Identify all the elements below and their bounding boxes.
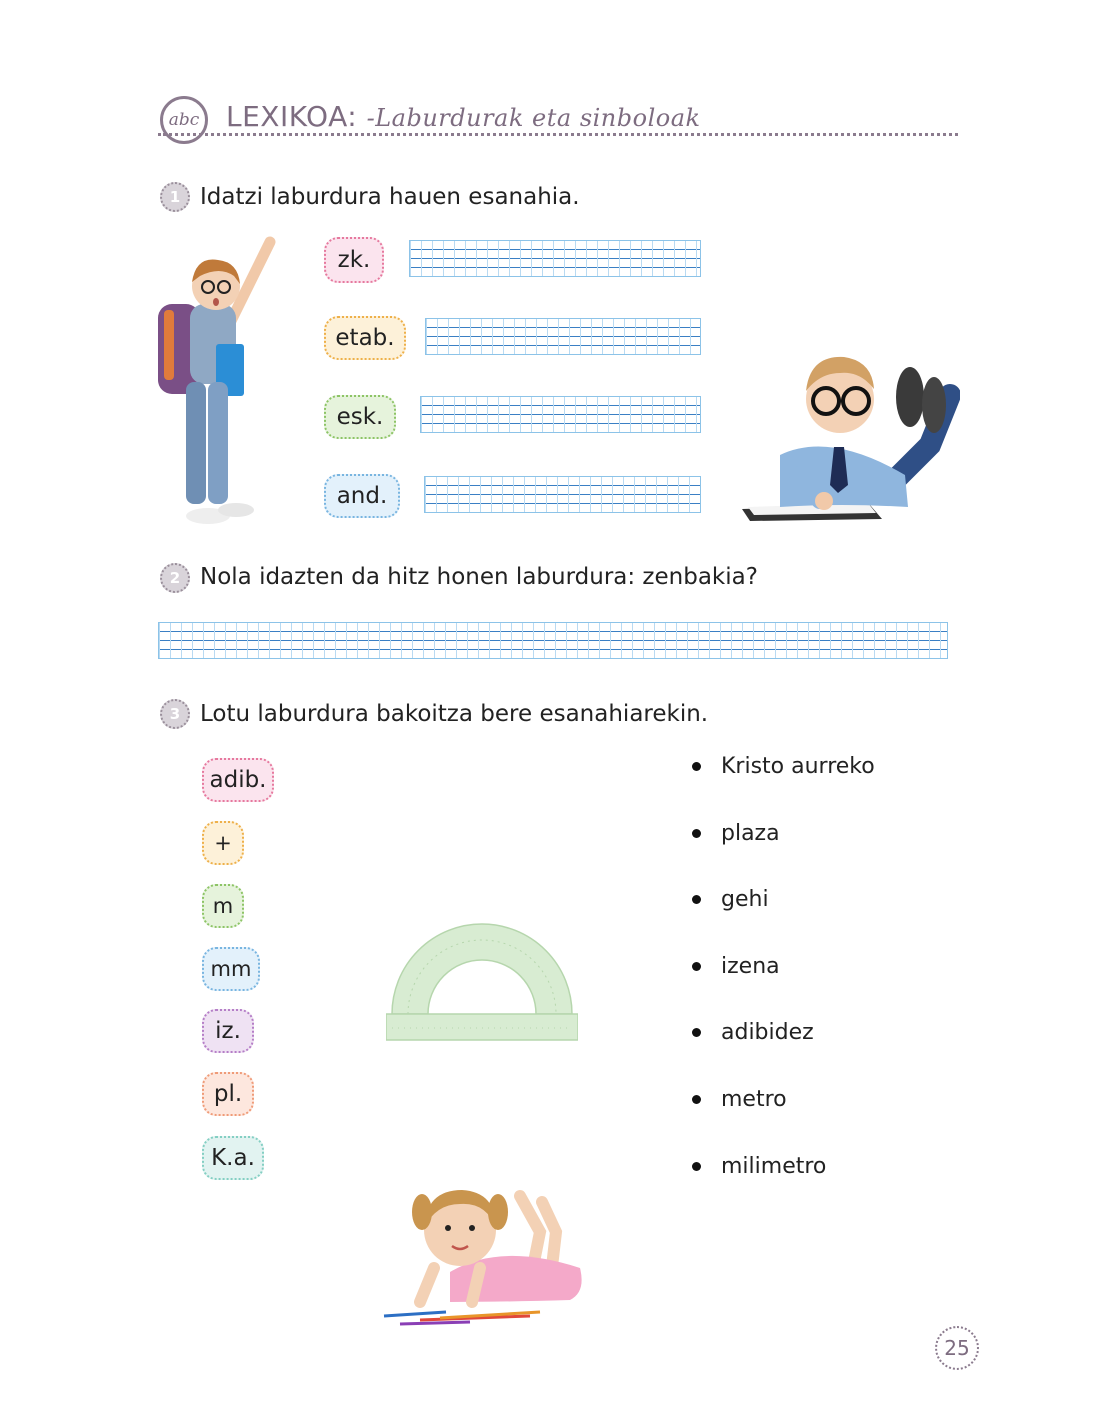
bullet-dot[interactable] xyxy=(692,895,701,904)
match-abbr-plus[interactable]: + xyxy=(202,821,244,865)
match-meaning-milimetro[interactable] xyxy=(692,1154,826,1179)
match-meaning-kristo-aurreko[interactable] xyxy=(692,754,875,779)
bullet-dot[interactable] xyxy=(692,962,701,971)
girl-lying-image xyxy=(380,1172,592,1327)
meaning-text: Kristo aurreko xyxy=(721,754,875,779)
exercise-2-number: 2 xyxy=(160,563,190,593)
section-title-main: LEXIKOA: xyxy=(226,100,358,133)
bullet-dot[interactable] xyxy=(692,762,701,771)
page-number: 25 xyxy=(935,1326,979,1370)
section-subtitle: -Laburdurak eta sinboloak xyxy=(366,104,701,132)
exercise-1-instruction: Idatzi laburdura hauen esanahia. xyxy=(200,184,580,210)
match-abbr-iz[interactable]: iz. xyxy=(202,1009,254,1053)
header-divider xyxy=(158,133,958,136)
match-meaning-izena[interactable] xyxy=(692,954,780,979)
abbr-chip-and: and. xyxy=(324,474,400,518)
bullet-dot[interactable] xyxy=(692,829,701,838)
match-meaning-adibidez[interactable] xyxy=(692,1020,814,1045)
meaning-text: gehi xyxy=(721,887,769,912)
exercise-2-instruction: Nola idazten da hitz honen laburdura: zenbakia? xyxy=(200,564,758,590)
match-abbr-ka[interactable]: K.a. xyxy=(202,1136,264,1180)
exercise-3-instruction: Lotu laburdura bakoitza bere esanahiarekin. xyxy=(200,701,709,727)
abbr-chip-etab: etab. xyxy=(324,316,406,360)
match-abbr-mm[interactable]: mm xyxy=(202,947,260,991)
answer-grid-etab[interactable] xyxy=(425,318,701,355)
match-meaning-plaza[interactable] xyxy=(692,821,780,846)
abc-badge-icon: abc xyxy=(160,96,208,144)
meaning-text: izena xyxy=(721,954,780,979)
exercise-1-number: 1 xyxy=(160,182,190,212)
bullet-dot[interactable] xyxy=(692,1162,701,1171)
exercise-3-number: 3 xyxy=(160,699,190,729)
answer-grid-zenbakia[interactable] xyxy=(158,622,948,659)
bullet-dot[interactable] xyxy=(692,1095,701,1104)
answer-grid-and[interactable] xyxy=(424,476,701,513)
match-abbr-m[interactable]: m xyxy=(202,884,244,928)
bullet-dot[interactable] xyxy=(692,1028,701,1037)
protractor-image xyxy=(386,922,578,1044)
meaning-text: metro xyxy=(721,1087,787,1112)
girl-backpack-image xyxy=(150,232,290,527)
meaning-text: milimetro xyxy=(721,1154,827,1179)
answer-grid-zk[interactable] xyxy=(409,240,701,277)
match-abbr-pl[interactable]: pl. xyxy=(202,1072,254,1116)
match-meaning-metro[interactable] xyxy=(692,1087,787,1112)
match-abbr-adib[interactable]: adib. xyxy=(202,758,274,802)
meaning-text: adibidez xyxy=(721,1020,814,1045)
abbr-chip-zk: zk. xyxy=(324,237,384,283)
abbr-chip-esk: esk. xyxy=(324,395,396,439)
boy-glasses-image xyxy=(740,335,960,525)
answer-grid-esk[interactable] xyxy=(420,396,701,433)
match-meaning-gehi[interactable] xyxy=(692,887,769,912)
meaning-text: plaza xyxy=(721,821,780,846)
section-title xyxy=(226,100,701,133)
